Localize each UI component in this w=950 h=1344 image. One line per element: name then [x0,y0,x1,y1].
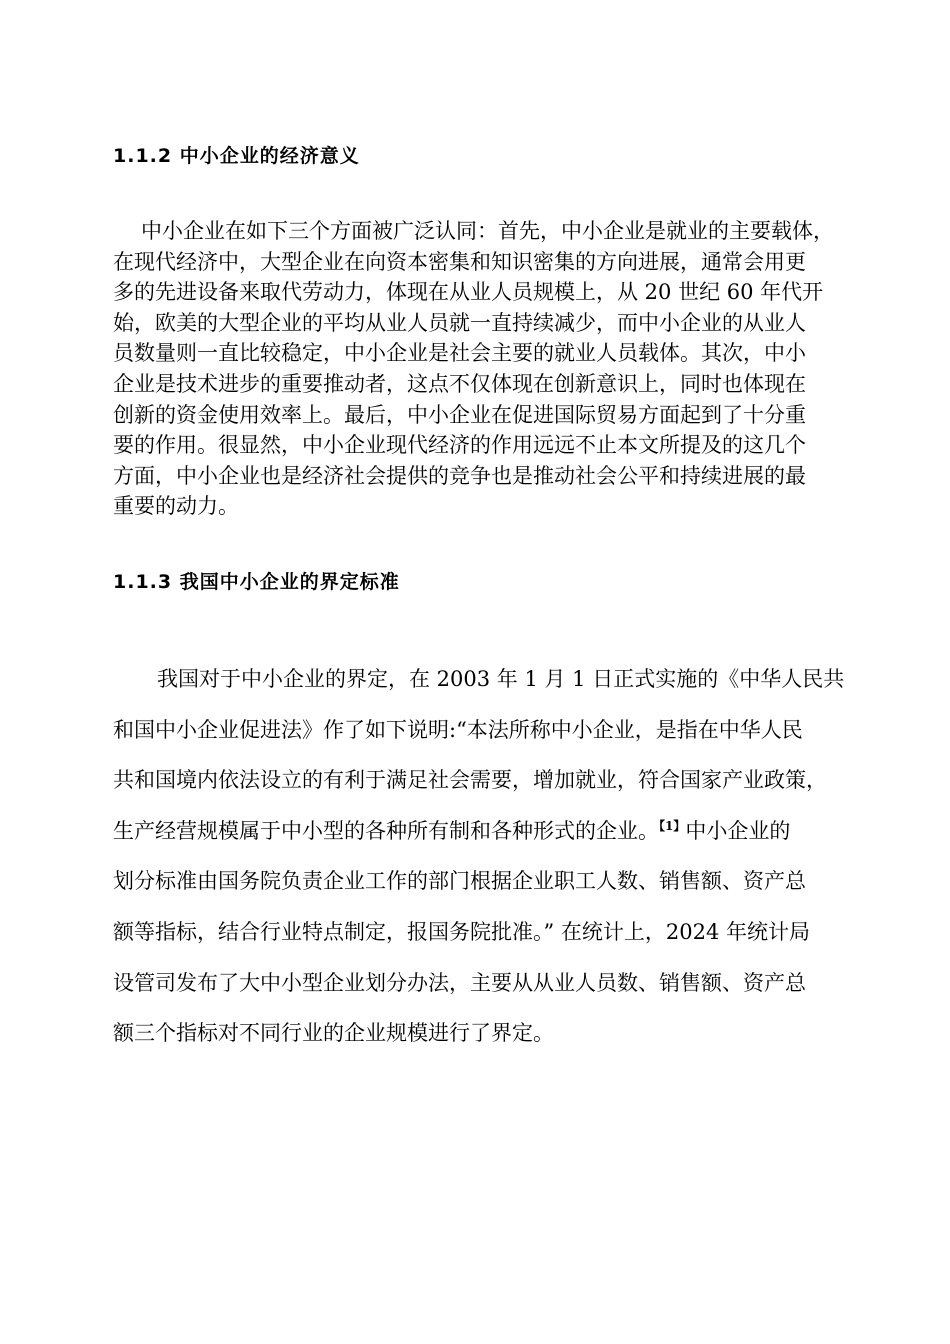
paragraph-line: 企业是技术进步的重要推动者，这点不仅体现在创新意识上，同时也体现在 [113,371,806,396]
paragraph-line: 多的先进设备来取代劳动力，体现在从业人员规模上，从 20 世纪 60 年代开 [113,280,824,305]
paragraph-line: 方面，中小企业也是经济社会提供的竞争也是推动社会公平和持续进展的最 [113,463,806,488]
citation-marker[interactable]: 【1】 [659,818,686,833]
paragraph-line-text: 中小企业的 [685,818,791,843]
paragraph-line: 中小企业在如下三个方面被广泛认同：首先，中小企业是就业的主要载体， [141,219,834,243]
section-heading-1-1-2: 1.1.2 中小企业的经济意义 [113,145,360,167]
paragraph-definition-standard [113,654,853,1059]
section-heading-1-1-3: 1.1.3 我国中小企业的界定标准 [113,571,400,593]
paragraph-economic-significance [113,216,853,522]
paragraph-line: 额等指标，结合行业特点制定，报国务院批准。” 在统计上，2024 年统计局 [113,919,811,944]
paragraph-line: 重要的动力。 [113,494,239,519]
paragraph-line-text: 生产经营规模属于中小型的各种所有制和各种形式的企业。 [113,818,659,843]
paragraph-line: 创新的资金使用效率上。最后，中小企业在促进国际贸易方面起到了十分重 [113,402,806,427]
paragraph-line: 员数量则一直比较稳定，中小企业是社会主要的就业人员载体。其次，中小 [113,341,806,366]
paragraph-line: 要的作用。很显然，中小企业现代经济的作用远远不止本文所提及的这几个 [113,433,806,458]
paragraph-line: 和国中小企业促进法》作了如下说明:“本法所称中小企业，是指在中华人民 [113,717,803,742]
paragraph-line-with-citation [113,806,853,857]
paragraph-line: 设管司发布了大中小型企业划分办法，主要从从业人员数、销售额、资产总 [113,970,806,995]
paragraph-line: 额三个指标对不同行业的企业规模进行了界定。 [113,1021,554,1046]
paragraph-line: 划分标准由国务院负责企业工作的部门根据企业职工人数、销售额、资产总 [113,869,806,894]
paragraph-line: 共和国境内依法设立的有利于满足社会需要，增加就业，符合国家产业政策， [113,768,827,793]
paragraph-line: 我国对于中小企业的界定，在 2003 年 1 月 1 日正式实施的《中华人民共 [157,667,845,691]
paragraph-line: 始，欧美的大型企业的平均从业人员就一直持续减少，而中小企业的从业人 [113,310,806,335]
paragraph-line: 在现代经济中，大型企业在向资本密集和知识密集的方向进展，通常会用更 [113,249,806,274]
